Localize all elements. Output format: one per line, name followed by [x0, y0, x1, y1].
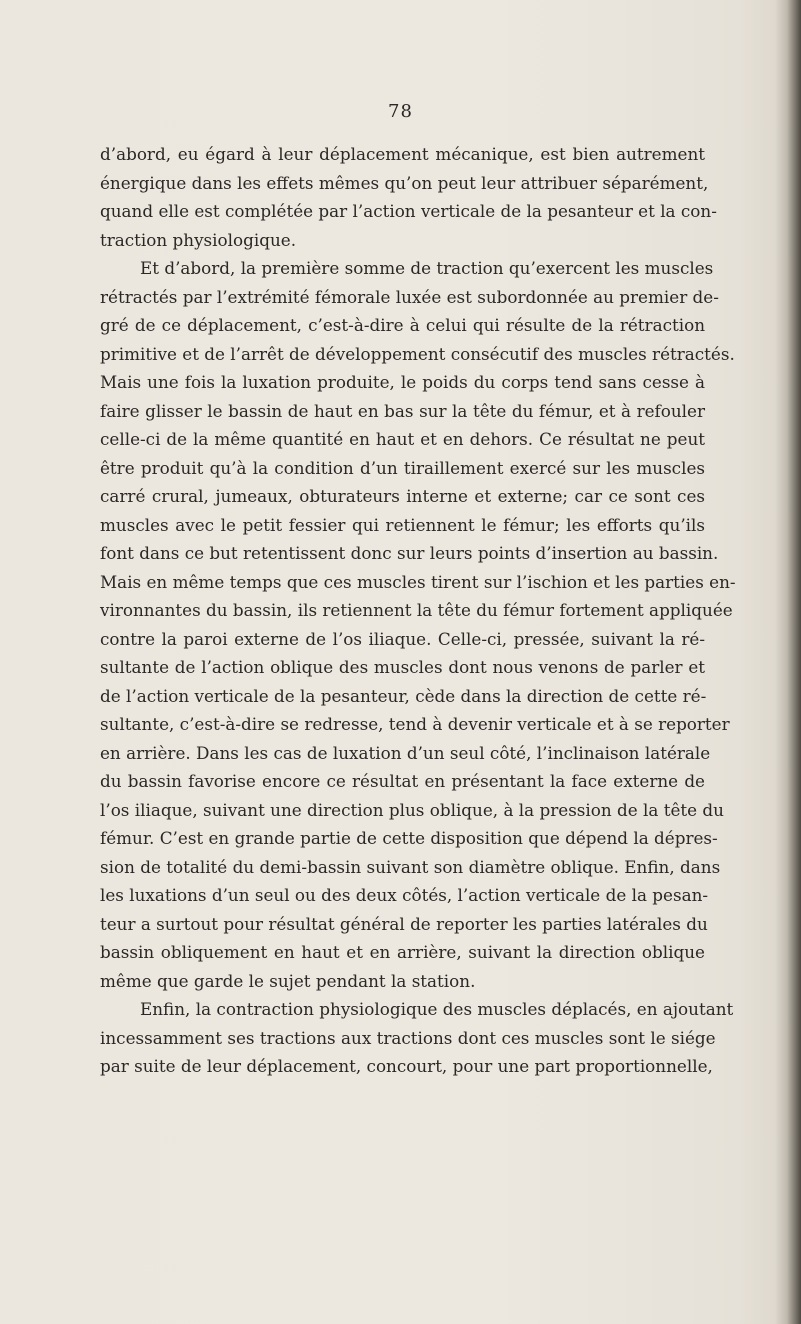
- text-line: fémur. C’est en grande partie de cette disposition que dépend la dépres-: [100, 828, 718, 848]
- text-line: carré crural, jumeaux, obturateurs interne et externe; car ce sont ces: [100, 486, 705, 506]
- text-line: vironnantes du bassin, ils retiennent la tête du fémur fortement appliquée: [100, 600, 733, 620]
- text-line: traction physiologique.: [100, 229, 297, 250]
- text-line: muscles avec le petit fessier qui retiennent le fémur; les efforts qu’ils: [100, 514, 705, 535]
- text-line: les luxations d’un seul ou des deux côtés, l’action verticale de la pesan-: [100, 885, 709, 905]
- text-line: être produit qu’à la condition d’un tiraillement exercé sur les muscles: [100, 457, 705, 478]
- text-line: même que garde le sujet pendant la station.: [100, 970, 476, 991]
- text-line: bassin obliquement en haut et en arrière, suivant la direction oblique: [100, 942, 705, 962]
- text-line: quand elle est complétée par l’action verticale de la pesanteur et la con-: [100, 201, 717, 221]
- text-line: Et d’abord, la première somme de traction qu’exercent les muscles: [140, 258, 714, 278]
- text-line: en arrière. Dans les cas de luxation d’un seul côté, l’inclinaison latérale: [100, 742, 711, 763]
- text-line: celle-ci de la même quantité en haut et en dehors. Ce résultat ne peut: [100, 429, 705, 449]
- text-line: Mais en même temps que ces muscles tirent sur l’ischion et les parties en-: [100, 571, 736, 592]
- text-line: Mais une fois la luxation produite, le poids du corps tend sans cesse à: [100, 372, 705, 392]
- text-line: incessamment ses tractions aux tractions dont ces muscles sont le siége: [100, 1027, 716, 1048]
- text-line: teur a surtout pour résultat général de reporter les parties latérales du: [100, 913, 708, 934]
- text-line: de l’action verticale de la pesanteur, cède dans la direction de cette ré-: [100, 685, 707, 706]
- text-line: contre la paroi externe de l’os iliaque. Celle-ci, pressée, suivant la ré-: [100, 628, 705, 649]
- text-line: Enfin, la contraction physiologique des muscles déplacés, en ajoutant: [140, 999, 734, 1019]
- page-edge-shadow: [775, 0, 801, 1324]
- text-line: font dans ce but retentissent donc sur leurs points d’insertion au bassin.: [100, 543, 719, 563]
- text-line: par suite de leur déplacement, concourt, pour une part proportionnelle,: [100, 1056, 713, 1076]
- text-line: sion de totalité du demi-bassin suivant son diamètre oblique. Enfin, dans: [100, 856, 721, 877]
- text-line: énergique dans les effets mêmes qu’on peut leur attribuer séparément,: [100, 172, 709, 193]
- text-line: gré de ce déplacement, c’est-à-dire à celui qui résulte de la rétraction: [100, 315, 705, 335]
- text-line: du bassin favorise encore ce résultat en présentant la face externe de: [100, 771, 705, 791]
- text-line: d’abord, eu égard à leur déplacement mécanique, est bien autrement: [100, 144, 705, 164]
- text-line: rétractés par l’extrémité fémorale luxée est subordonnée au premier de-: [100, 286, 719, 307]
- text-line: primitive et de l’arrêt de développement consécutif des muscles rétractés.: [100, 343, 735, 364]
- page-number: 78: [388, 101, 413, 122]
- text-line: faire glisser le bassin de haut en bas sur la tête du fémur, et à refouler: [100, 400, 705, 421]
- text-line: sultante de l’action oblique des muscles dont nous venons de parler et: [100, 657, 705, 677]
- text-line: l’os iliaque, suivant une direction plus oblique, à la pression de la tête du: [100, 799, 724, 820]
- text-line: sultante, c’est-à-dire se redresse, tend à devenir verticale et à se reporter: [100, 714, 730, 734]
- body-text: [100, 140, 736, 1081]
